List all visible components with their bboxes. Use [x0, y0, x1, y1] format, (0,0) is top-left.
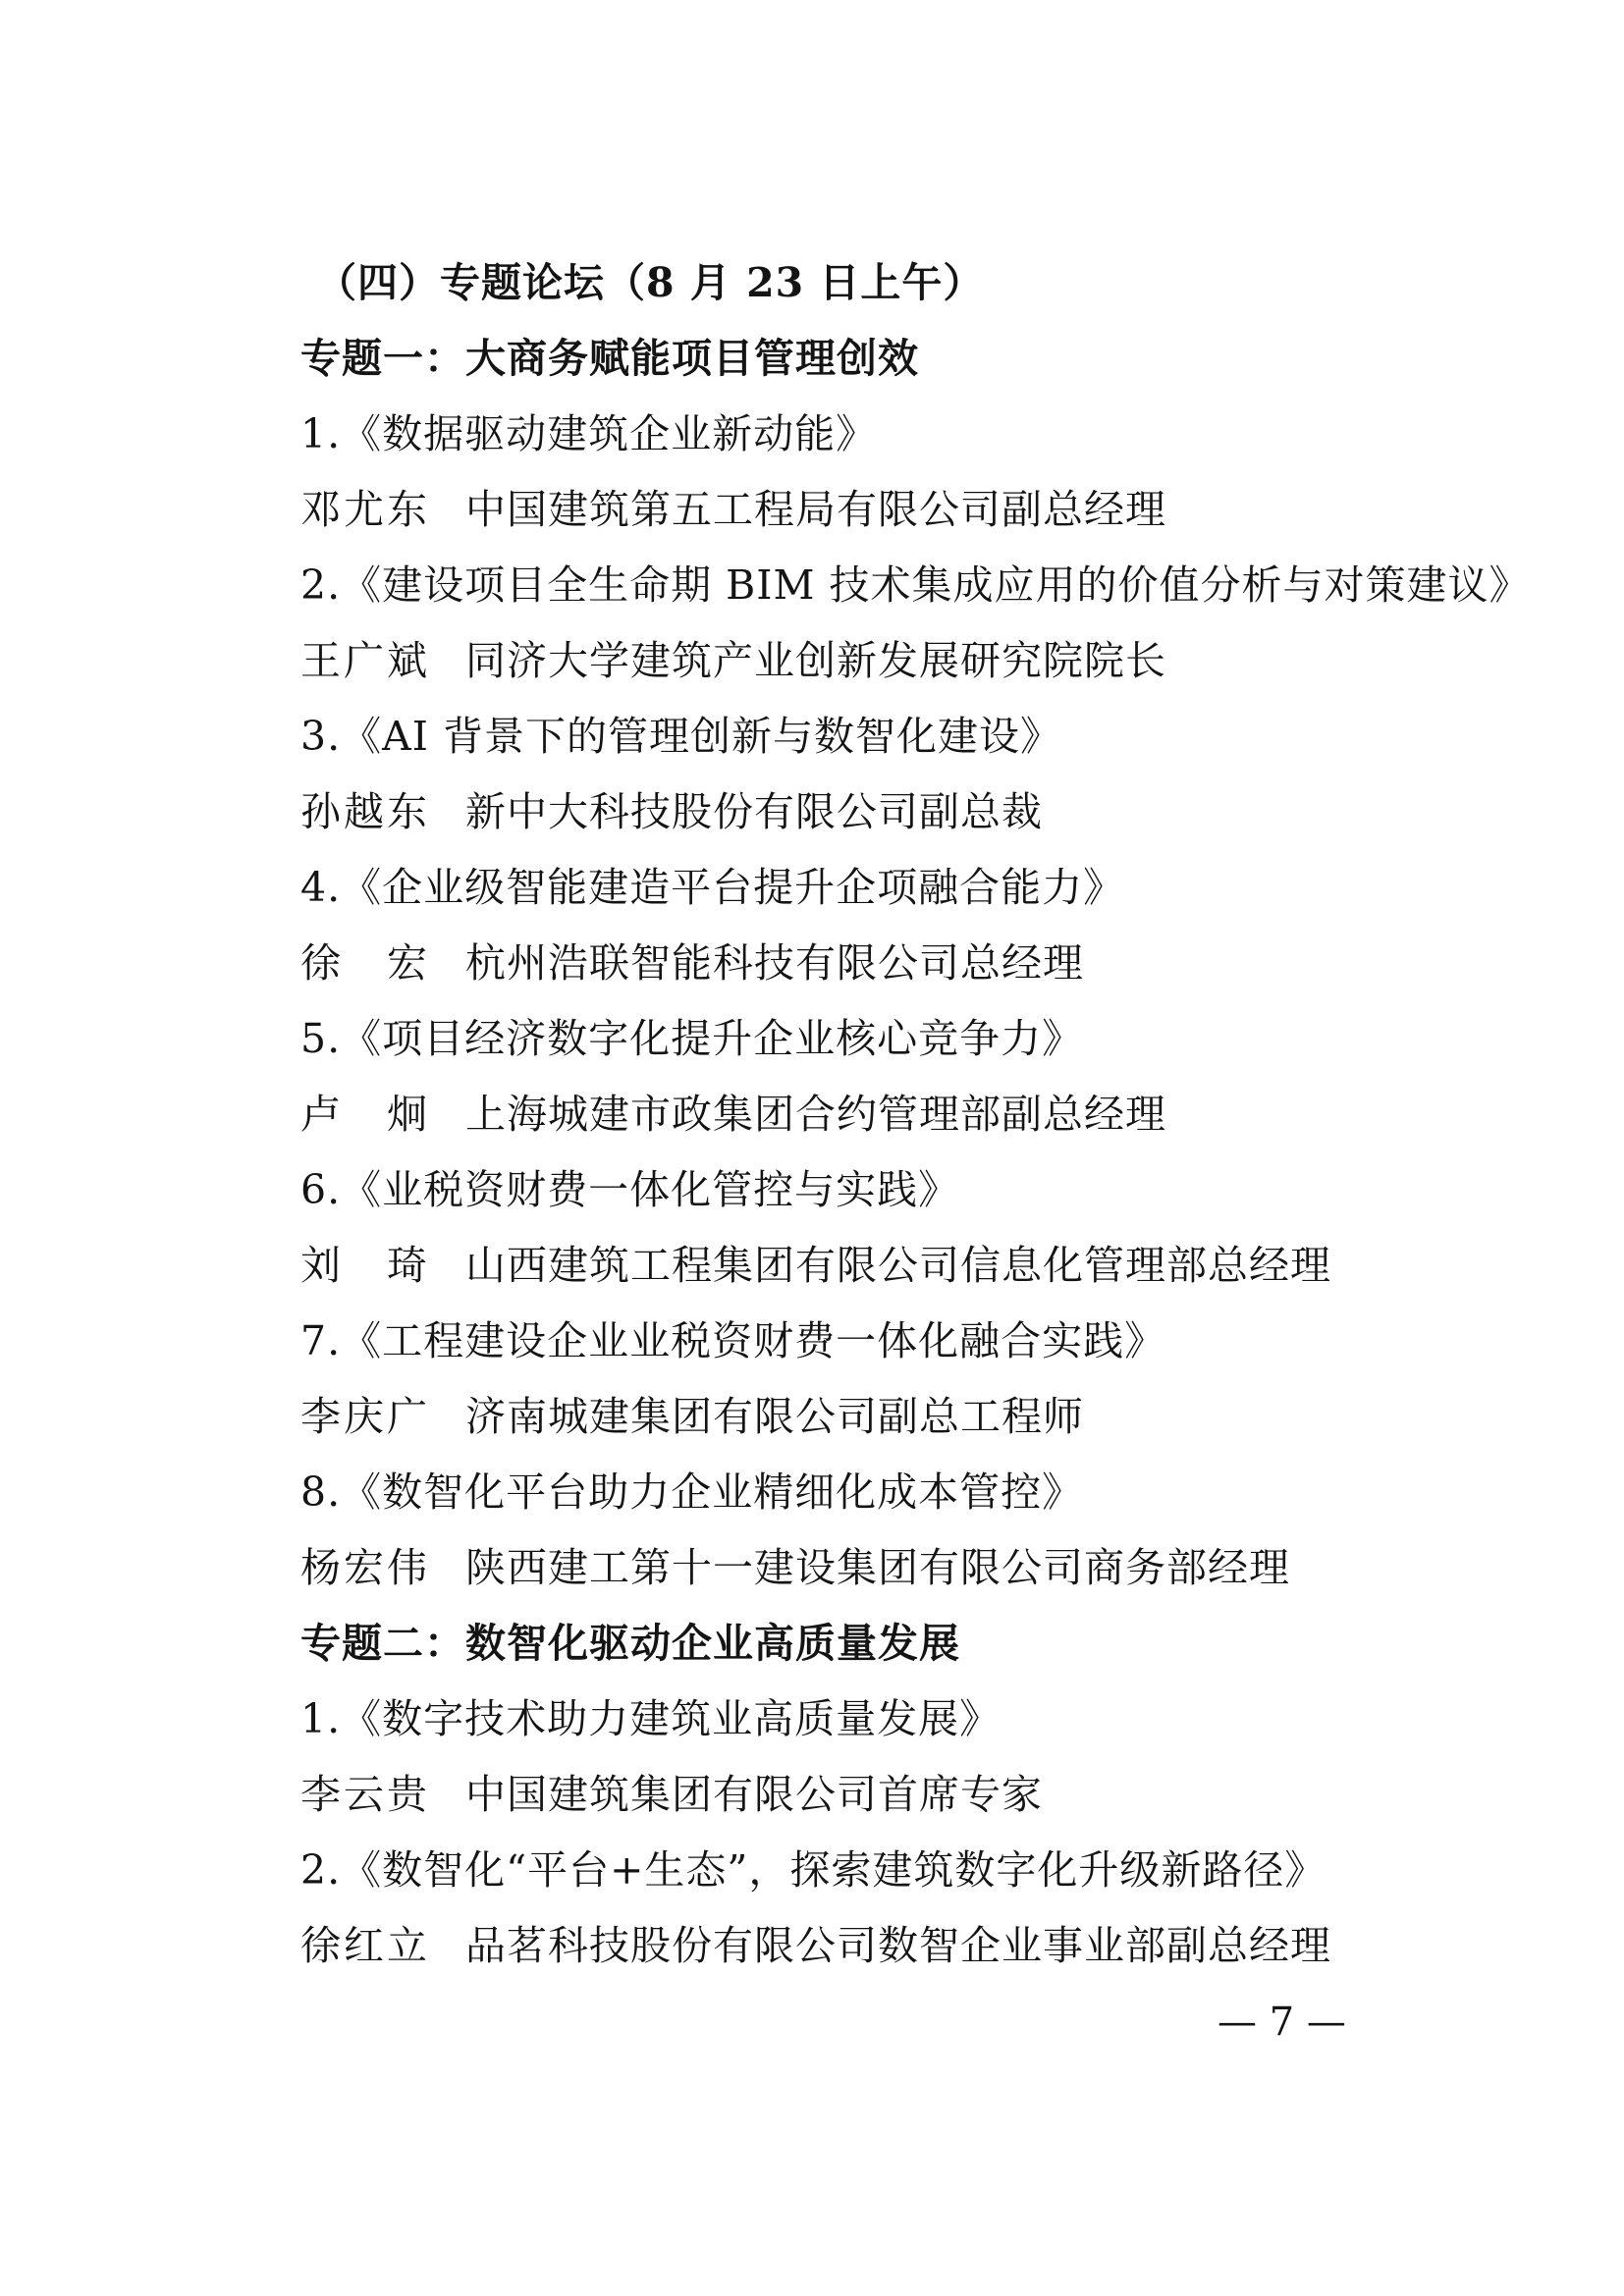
page-content	[300, 245, 1531, 1984]
speaker-affiliation: 中国建筑集团有限公司首席专家	[465, 1771, 1043, 1818]
speaker-name: 李庆广	[300, 1393, 430, 1440]
speaker-name: 邓尤东	[300, 486, 430, 533]
speaker-name: 孙越东	[300, 788, 430, 835]
talk-title: 7.《工程建设企业业税资财费一体化融合实践》	[300, 1317, 1166, 1364]
speaker-name: 徐 宏	[300, 939, 430, 987]
speaker-name: 杨宏伟	[300, 1544, 430, 1591]
speaker-affiliation: 济南城建集团有限公司副总工程师	[465, 1393, 1084, 1440]
talk-title: 1.《数据驱动建筑企业新动能》	[300, 410, 878, 457]
speaker-line	[300, 926, 1410, 1001]
speaker-line	[300, 774, 1410, 850]
speaker-affiliation: 同济大学建筑产业创新发展研究院院长	[465, 637, 1166, 684]
speaker-line	[300, 1908, 1410, 1984]
speaker-affiliation: 陕西建工第十一建设集团有限公司商务部经理	[465, 1544, 1290, 1591]
talk-title: 1.《数字技术助力建筑业高质量发展》	[300, 1695, 1001, 1742]
talk-title: 3.《AI 背景下的管理创新与数智化建设》	[300, 713, 1061, 760]
talk-title: 4.《企业级智能建造平台提升企项融合能力》	[300, 864, 1125, 911]
speaker-affiliation: 新中大科技股份有限公司副总裁	[465, 788, 1043, 835]
speaker-line	[300, 1379, 1410, 1455]
page-number: — 7 —	[1218, 2000, 1346, 2045]
speaker-line	[300, 1530, 1410, 1606]
speaker-affiliation: 中国建筑第五工程局有限公司副总经理	[465, 486, 1166, 533]
speaker-name: 刘 琦	[300, 1242, 430, 1289]
speaker-line	[300, 1757, 1410, 1833]
section-heading: （四）专题论坛（8 月 23 日上午）	[316, 259, 985, 306]
topic-block-2	[300, 1606, 1410, 1984]
speaker-line	[300, 1077, 1410, 1152]
speaker-line	[300, 472, 1410, 548]
speaker-name: 徐红立	[300, 1922, 430, 1969]
talk-title: 8.《数智化平台助力企业精细化成本管控》	[300, 1468, 1084, 1516]
speaker-line	[300, 623, 1410, 699]
topic-title: 专题一：大商务赋能项目管理创效	[300, 335, 919, 382]
topic-block-1	[300, 321, 1531, 1606]
speaker-affiliation: 品茗科技股份有限公司数智企业事业部副总经理	[465, 1922, 1331, 1969]
speaker-name: 王广斌	[300, 637, 430, 684]
speaker-affiliation: 上海城建市政集团合约管理部副总经理	[465, 1091, 1166, 1138]
speaker-line	[300, 1228, 1410, 1304]
talk-title: 6.《业税资财费一体化管控与实践》	[300, 1166, 960, 1213]
speaker-affiliation: 杭州浩联智能科技有限公司总经理	[465, 939, 1084, 987]
talk-title: 5.《项目经济数字化提升企业核心竞争力》	[300, 1015, 1084, 1062]
topic-title: 专题二：数智化驱动企业高质量发展	[300, 1620, 960, 1667]
talk-title: 2.《建设项目全生命期 BIM 技术集成应用的价值分析与对策建议》	[300, 561, 1531, 609]
speaker-name: 卢 炯	[300, 1091, 430, 1138]
speaker-name: 李云贵	[300, 1771, 430, 1818]
talk-title: 2.《数智化“平台+生态”，探索建筑数字化升级新路径》	[300, 1846, 1326, 1894]
speaker-affiliation: 山西建筑工程集团有限公司信息化管理部总经理	[465, 1242, 1331, 1289]
